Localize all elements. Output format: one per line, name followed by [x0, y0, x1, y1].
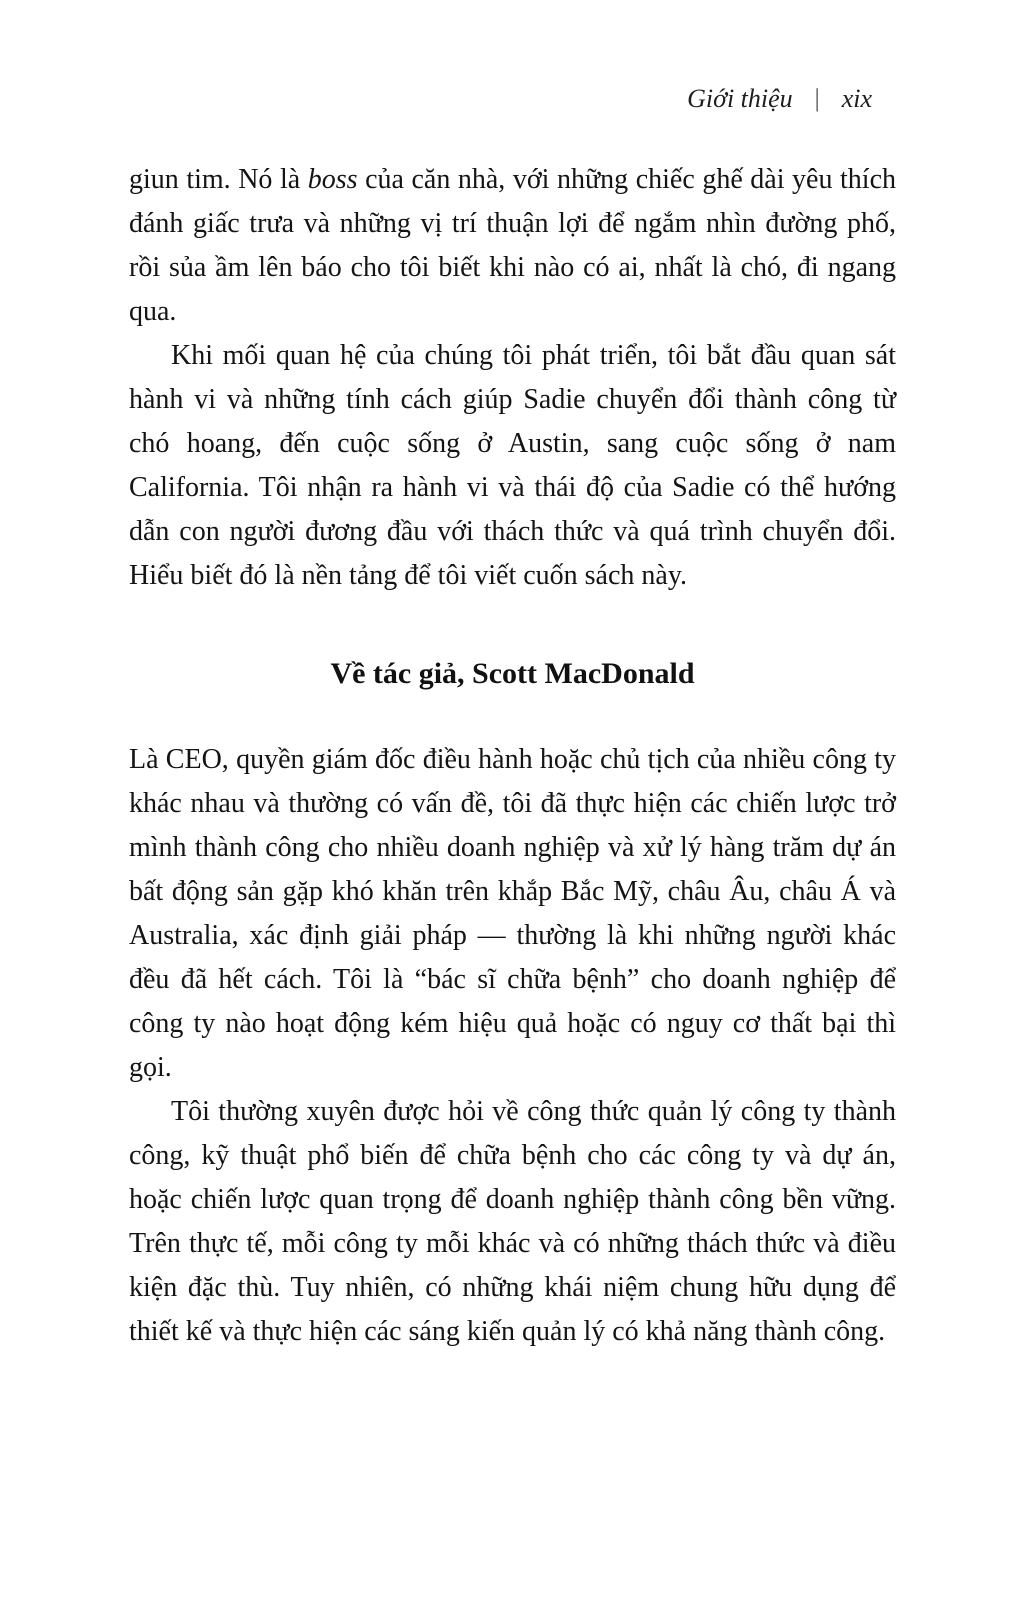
header-page-number: xix: [841, 84, 872, 113]
running-header: [687, 84, 872, 114]
paragraph-2: Khi mối quan hệ của chúng tôi phát triển, tôi bắt đầu quan sát hành vi và những tính cách giúp Sadie chuyển đổi thành công từ chó hoang, đến cuộc sống ở Austin, sang cuộc sống ở nam California. Tôi nhận ra hành vi và thái độ của Sadie có thể hướng dẫn con người đương đầu với thách thức và quá trình chuyển đổi. Hiểu biết đó là nền tảng để tôi viết cuốn sách này.: [129, 340, 896, 591]
paragraph-1-text-continued: của căn nhà, với những chiếc ghế dài yêu thích đánh giấc trưa và những vị trí thuận lợi để ngắm nhìn đường phố, rồi sủa ầm lên báo cho tôi biết khi nào có ai, nhất là chó, đi ngang qua.: [129, 164, 897, 327]
paragraph-1-text: giun tim. Nó là: [129, 164, 308, 195]
section-heading: Về tác giả, Scott MacDonald: [330, 657, 695, 690]
paragraph-1: [129, 158, 896, 334]
header-separator: |: [814, 85, 820, 112]
page-body: [129, 158, 896, 1354]
paragraph-3: Là CEO, quyền giám đốc điều hành hoặc chủ tịch của nhiều công ty khác nhau và thường có vấn đề, tôi đã thực hiện các chiến lược trở mình thành công cho nhiều doanh nghiệp và xử lý hàng trăm dự án bất động sản gặp khó khăn trên khắp Bắc Mỹ, châu Âu, châu Á và Australia, xác định giải pháp — thường là khi những người khác đều đã hết cách. Tôi là “bác sĩ chữa bệnh” cho doanh nghiệp để công ty nào hoạt động kém hiệu quả hoặc có nguy cơ thất bại thì gọi.: [129, 744, 896, 1083]
paragraph-4: Tôi thường xuyên được hỏi về công thức quản lý công ty thành công, kỹ thuật phổ biến để chữa bệnh cho các công ty và dự án, hoặc chiến lược quan trọng để doanh nghiệp thành công bền vững. Trên thực tế, mỗi công ty mỗi khác và có những thách thức và điều kiện đặc thù. Tuy nhiên, có những khái niệm chung hữu dụng để thiết kế và thực hiện các sáng kiến quản lý có khả năng thành công.: [129, 1096, 896, 1347]
paragraph-1-italic-word: boss: [307, 164, 358, 195]
header-section-title: Giới thiệu: [687, 84, 793, 113]
